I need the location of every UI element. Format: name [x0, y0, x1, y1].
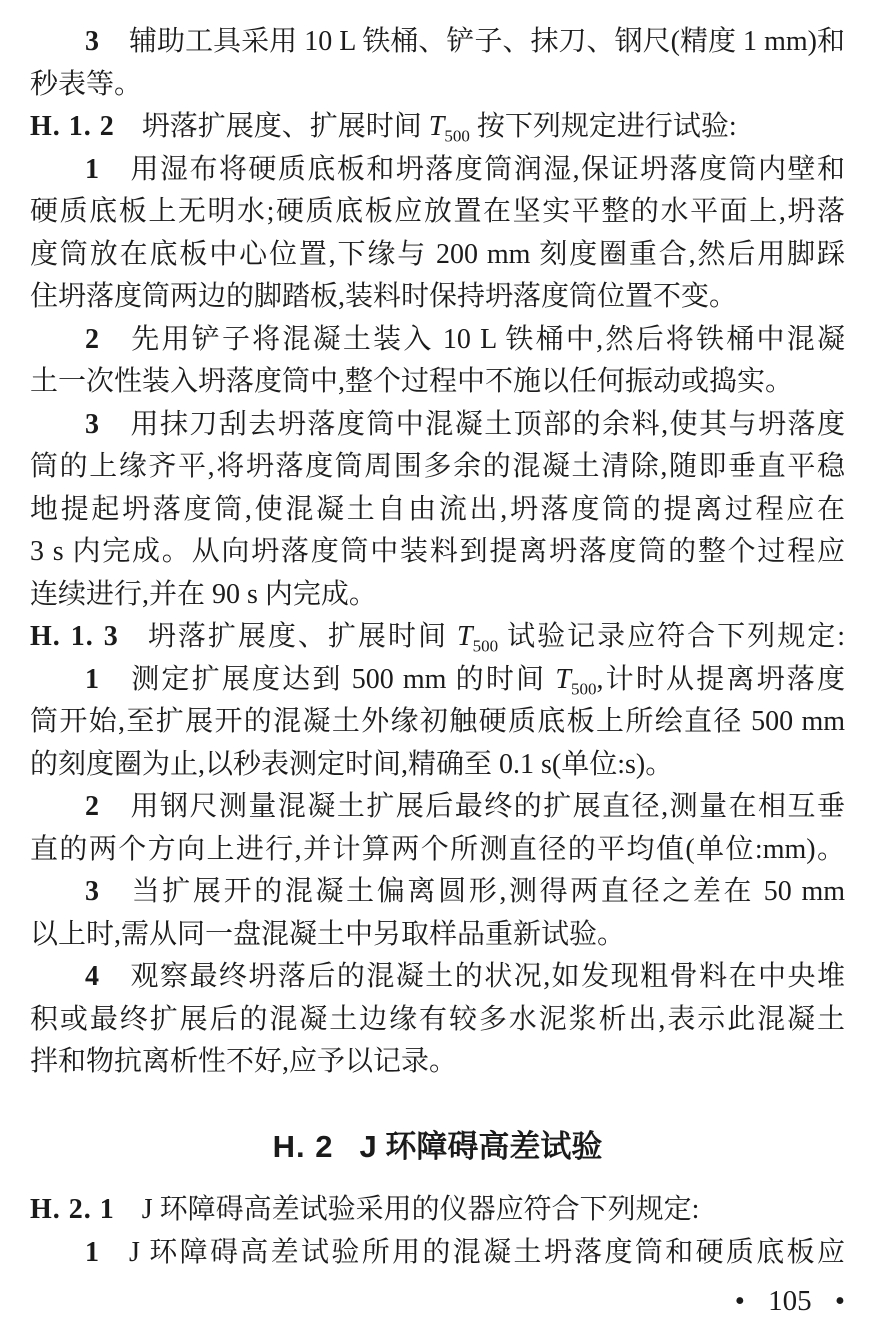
item-3-cont	[30, 64, 845, 107]
clause-H-2-1	[30, 1189, 845, 1232]
section-heading-H-2	[30, 1126, 845, 1169]
text-lines	[30, 21, 845, 1274]
item-1-cont-t500-b	[30, 744, 845, 787]
item-3-cont-a	[30, 446, 845, 489]
item-3-aux-tools	[30, 21, 845, 64]
text-segment: 试验记录应符合下列规定:	[498, 621, 846, 652]
clause-label: H. 2	[272, 1128, 334, 1164]
text-segment: 住坍落度筒两边的脚踏板,装料时保持坍落度筒位置不变。	[30, 281, 738, 312]
item-2-fill-bucket	[30, 319, 845, 362]
text-segment: 土一次性装入坍落度筒中,整个过程中不施以任何振动或捣实。	[30, 366, 794, 397]
item-1-cont-c	[30, 276, 845, 319]
text-segment: 测定扩展度达到 500 mm 的时间	[129, 663, 556, 695]
text-segment: 积或最终扩展后的混凝土边缘有较多水泥浆析出,表示此混凝土	[30, 1003, 845, 1035]
text-segment: J 环障碍高差试验	[359, 1128, 603, 1164]
item-3-scrape-top	[30, 404, 845, 447]
text-segment: 直的两个方向上进行,并计算两个所测直径的平均值(单位:mm)。	[30, 833, 845, 865]
page-number: • 105 •	[734, 1284, 845, 1317]
text-segment: 用钢尺测量混凝土扩展后最终的扩展直径,测量在相互垂	[129, 791, 845, 822]
item-4-observe	[30, 956, 845, 999]
text-segment: 硬质底板上无明水;硬质底板应放置在坚实平整的水平面上,坍落	[30, 196, 845, 227]
item-3-cont-b	[30, 489, 845, 532]
item-1-cont-a	[30, 191, 845, 234]
text-segment: 当扩展开的混凝土偏离圆形,测得两直径之差在 50 mm	[129, 876, 845, 907]
text-segment: 按下列规定进行试验:	[469, 111, 737, 142]
item-1-measure-t500	[30, 659, 845, 702]
symbol-T: T	[456, 621, 473, 652]
subscript-500: 500	[472, 636, 499, 656]
item-number: 4	[85, 961, 99, 992]
item-number: 3	[85, 408, 99, 440]
text-segment: 坍落扩展度、扩展时间	[141, 111, 429, 142]
text-segment: 用湿布将硬质底板和坍落度筒润湿,保证坍落度筒内壁和	[129, 153, 845, 185]
symbol-T: T	[428, 111, 445, 142]
text-segment: 连续进行,并在 90 s 内完成。	[30, 578, 377, 610]
item-number: 1	[85, 663, 99, 695]
item-3-cont-deviation	[30, 914, 845, 957]
text-segment: 度筒放在底板中心位置,下缘与 200 mm 刻度圈重合,然后用脚踩	[30, 238, 845, 270]
item-number: 3	[85, 876, 99, 907]
item-4-cont-b	[30, 1041, 845, 1084]
item-3-deviation	[30, 871, 845, 914]
text-segment: 坍落扩展度、扩展时间	[145, 621, 457, 652]
item-4-cont-a	[30, 999, 845, 1042]
text-segment: 筒的上缘齐平,将坍落度筒周围多余的混凝土清除,随即垂直平稳	[30, 451, 845, 482]
item-2-measure-diameter	[30, 786, 845, 829]
text-segment: 拌和物抗离析性不好,应予以记录。	[30, 1046, 458, 1077]
text-segment: ,计时从提离坍落度	[596, 663, 845, 695]
subscript-500: 500	[444, 126, 470, 146]
item-2-cont-diameter	[30, 829, 845, 872]
item-number: 2	[85, 791, 99, 822]
item-1-cont-b	[30, 234, 845, 277]
text-segment: 秒表等。	[30, 68, 143, 100]
item-3-cont-c	[30, 531, 845, 574]
text-segment: 地提起坍落度筒,使混凝土自由流出,坍落度筒的提离过程应在	[30, 493, 845, 525]
item-number: 2	[85, 323, 99, 355]
text-segment: J 环障碍高差试验采用的仪器应符合下列规定:	[141, 1194, 700, 1225]
clause-label: H. 2. 1	[30, 1194, 115, 1225]
item-1-wet-board	[30, 149, 845, 192]
text-segment: 以上时,需从同一盘混凝土中另取样品重新试验。	[30, 918, 626, 950]
item-number: 1	[85, 153, 99, 185]
item-2-cont	[30, 361, 845, 404]
item-1-cont-t500-a	[30, 701, 845, 744]
clause-label: H. 1. 2	[30, 111, 115, 142]
text-segment: 观察最终坍落后的混凝土的状况,如发现粗骨料在中央堆	[129, 961, 845, 992]
item-number: 1	[85, 1236, 99, 1268]
text-segment: J 环障碍高差试验所用的混凝土坍落度筒和硬质底板应	[129, 1236, 845, 1268]
clause-H-1-2	[30, 106, 845, 149]
text-segment: 辅助工具采用 10 L 铁桶、铲子、抹刀、钢尺(精度 1 mm)和	[129, 26, 845, 57]
item-1-jring-apparatus	[30, 1232, 845, 1275]
subscript-500: 500	[570, 679, 597, 699]
symbol-T: T	[555, 663, 571, 695]
text-segment: 先用铲子将混凝土装入 10 L 铁桶中,然后将铁桶中混凝	[129, 323, 845, 355]
clause-label: H. 1. 3	[30, 621, 119, 652]
text-segment: 的刻度圈为止,以秒表测定时间,精确至 0.1 s(单位:s)。	[30, 748, 674, 780]
item-number: 3	[85, 26, 99, 57]
item-3-cont-d	[30, 574, 845, 617]
text-segment: 筒开始,至扩展开的混凝土外缘初触硬质底板上所绘直径 500 mm	[30, 706, 845, 737]
text-segment: 用抹刀刮去坍落度筒中混凝土顶部的余料,使其与坍落度	[129, 408, 845, 440]
clause-H-1-3	[30, 616, 845, 659]
text-segment: 3 s 内完成。从向坍落度筒中装料到提离坍落度筒的整个过程应	[30, 536, 845, 567]
